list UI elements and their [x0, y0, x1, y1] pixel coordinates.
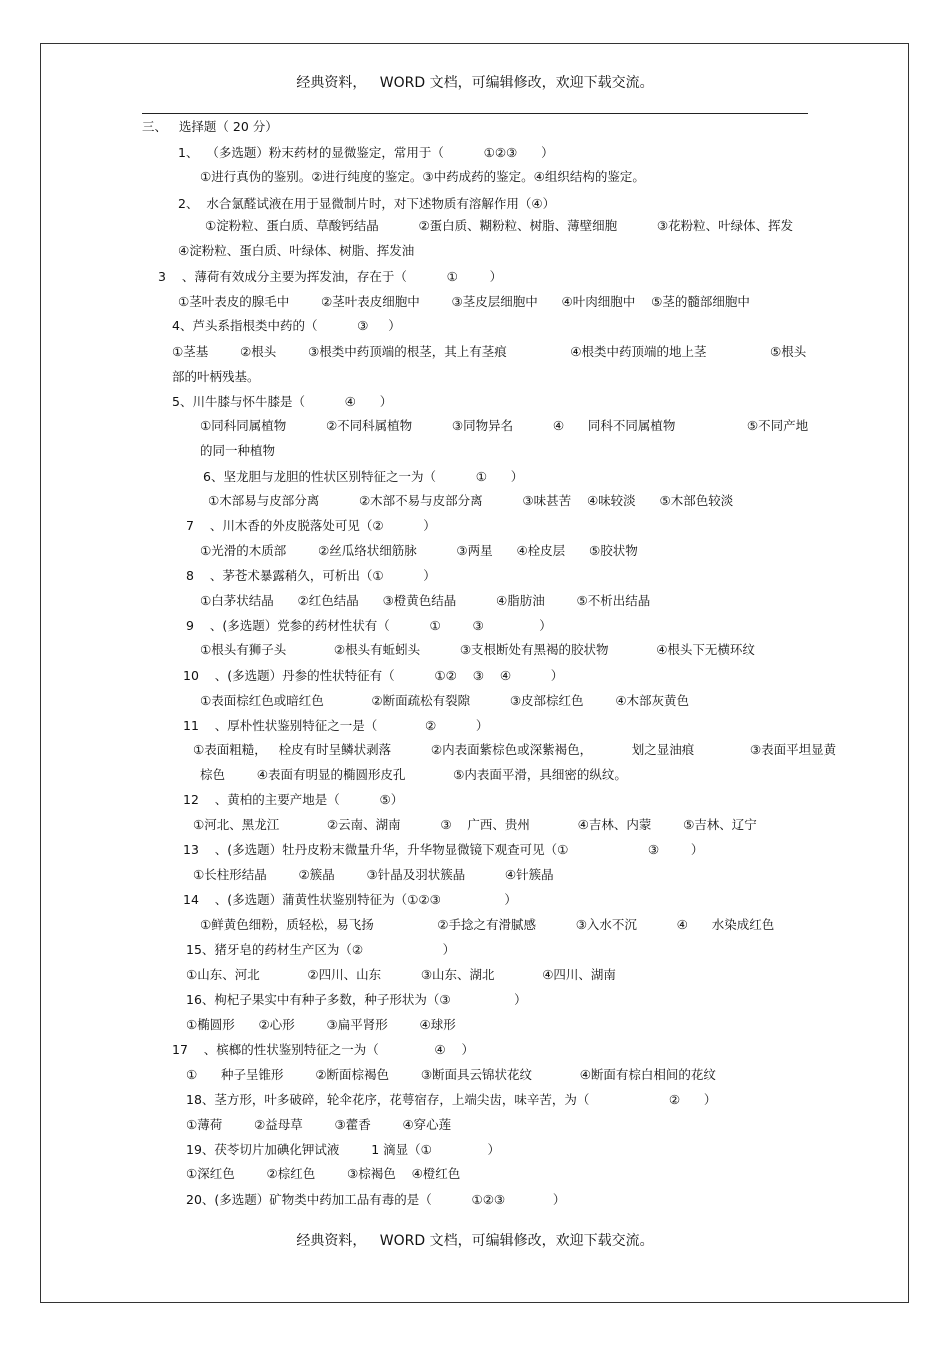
- question-line: 1、 （多选题）粉末药材的显微鉴定，常用于（ ①②③ ）: [178, 145, 554, 160]
- option-line: ④淀粉粒、蛋白质、叶绿体、树脂、挥发油: [178, 243, 415, 258]
- question-line: 6、坚龙胆与龙胆的性状区别特征之一为（ ① ）: [203, 469, 524, 484]
- question-line: 8 、茅苍术暴露稍久，可析出（① ）: [186, 568, 436, 583]
- option-line: 棕色 ④表面有明显的椭圆形皮孔 ⑤内表面平滑，具细密的纵纹。: [200, 767, 627, 782]
- option-line: ①淀粉粒、蛋白质、草酸钙结晶 ②蛋白质、糊粉粒、树脂、薄壁细胞 ③花粉粒、叶绿体、挥发: [205, 218, 794, 233]
- option-line: ①长柱形结晶 ②簇晶 ③针晶及羽状簇晶 ④针簇晶: [193, 867, 554, 882]
- option-line: ①白茅状结晶 ②红色结晶 ③橙黄色结晶 ④脂肪油 ⑤不析出结晶: [200, 593, 651, 608]
- option-line: ① 种子呈锥形 ②断面棕褐色 ③断面具云锦状花纹 ④断面有棕白相间的花纹: [186, 1067, 716, 1082]
- option-line: ①山东、河北 ②四川、山东 ③山东、湖北 ④四川、湖南: [186, 967, 616, 982]
- page-footer: 经典资料， WORD 文档，可编辑修改，欢迎下载交流。: [296, 1233, 654, 1249]
- option-line: ①薄荷 ②益母草 ③藿香 ④穿心莲: [186, 1117, 452, 1132]
- option-line: ①木部易与皮部分离 ②木部不易与皮部分离 ③味甚苦 ④味较淡 ⑤木部色较淡: [208, 493, 734, 508]
- question-line: 15、猪牙皂的药材生产区为（② ）: [186, 942, 456, 957]
- option-line: ①同科同属植物 ②不同科属植物 ③同物异名 ④ 同科不同属植物 ⑤不同产地: [200, 418, 809, 433]
- option-line: 的同一种植物: [200, 443, 276, 458]
- option-line: ①进行真伪的鉴别。②进行纯度的鉴定。③中药成药的鉴定。④组织结构的鉴定。: [200, 169, 645, 184]
- option-line: ①茎叶表皮的腺毛中 ②茎叶表皮细胞中 ③茎皮层细胞中 ④叶肉细胞中 ⑤茎的髓部细胞中: [178, 294, 750, 309]
- section-title: 三、 选择题（ 20 分）: [142, 119, 278, 134]
- question-line: 12 、黄柏的主要产地是（ ⑤）: [183, 792, 404, 807]
- option-line: ①鲜黄色细粉，质轻松，易飞扬 ②手捻之有滑腻感 ③入水不沉 ④ 水染成红色: [200, 917, 775, 932]
- option-line: ①河北、黑龙江 ②云南、湖南 ③ 广西、贵州 ④吉林、内蒙 ⑤吉林、辽宁: [193, 817, 757, 832]
- question-line: 4、芦头系指根类中药的（ ③ ）: [172, 318, 401, 333]
- option-line: ①深红色 ②棕红色 ③棕褐色 ④橙红色: [186, 1166, 461, 1181]
- option-line: 部的叶柄残基。: [172, 369, 260, 384]
- question-line: 16、枸杞子果实中有种子多数，种子形状为（③ ）: [186, 992, 527, 1007]
- question-line: 14 、(多选题）蒲黄性状鉴别特征为（①②③ ）: [183, 892, 517, 907]
- question-line: 2、 水合氯醛试液在用于显微制片时，对下述物质有溶解作用（④）: [178, 196, 556, 211]
- question-line: 13 、(多选题）牡丹皮粉末微量升华，升华物显微镜下观查可见（① ③ ）: [183, 842, 704, 857]
- question-line: 10 、(多选题）丹参的性状特征有（ ①② ③ ④ ）: [183, 668, 564, 683]
- page-header: 经典资料， WORD 文档，可编辑修改，欢迎下载交流。: [296, 75, 654, 91]
- question-line: 3 、薄荷有效成分主要为挥发油，存在于（ ① ）: [158, 269, 503, 284]
- header-divider: [142, 113, 808, 114]
- question-line: 9 、(多选题）党参的药材性状有（ ① ③ ）: [186, 618, 552, 633]
- question-line: 5、川牛膝与怀牛膝是（ ④ ）: [172, 394, 393, 409]
- option-line: ①椭圆形 ②心形 ③扁平肾形 ④球形: [186, 1017, 456, 1032]
- option-line: ①表面棕红色或暗红色 ②断面疏松有裂隙 ③皮部棕红色 ④木部灰黄色: [200, 693, 690, 708]
- option-line: ①光滑的木质部 ②丝瓜络状细筋脉 ③两星 ④栓皮层 ⑤胶状物: [200, 543, 638, 558]
- question-line: 19、茯苓切片加碘化钾试液 1 滴显（① ）: [186, 1142, 500, 1157]
- question-line: 7 、川木香的外皮脱落处可见（② ）: [186, 518, 436, 533]
- question-line: 11 、厚朴性状鉴别特征之一是（ ② ）: [183, 718, 489, 733]
- option-line: ①表面粗糙， 栓皮有时呈鳞状剥落 ②内表面紫棕色或深紫褐色， 划之显油痕 ③表面平坦显黄: [193, 742, 837, 757]
- question-line: 20、(多选题）矿物类中药加工品有毒的是（ ①②③ ）: [186, 1192, 566, 1207]
- option-line: ①茎基 ②根头 ③根类中药顶端的根茎，其上有茎痕 ④根类中药顶端的地上茎 ⑤根头: [172, 344, 807, 359]
- option-line: ①根头有狮子头 ②根头有蚯蚓头 ③支根断处有黑褐的胶状物 ④根头下无横环纹: [200, 642, 755, 657]
- question-line: 18、茎方形，叶多破碎，轮伞花序，花萼宿存，上端尖齿，味辛苦，为（ ② ）: [186, 1092, 717, 1107]
- question-line: 17 、槟榔的性状鉴别特征之一为（ ④ ）: [172, 1042, 475, 1057]
